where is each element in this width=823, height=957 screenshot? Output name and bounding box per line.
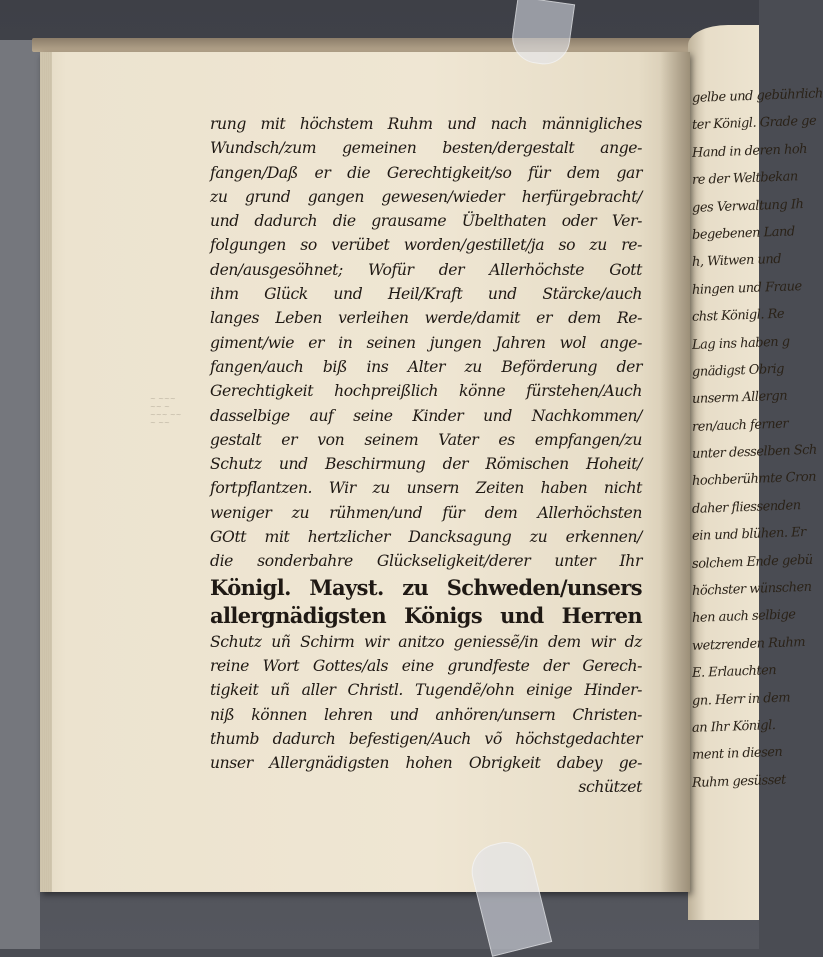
- text-line: zu grund gangen gewesen/wieder herfürgebracht/: [210, 187, 642, 206]
- text-line: solchem Ende gebü: [691, 552, 813, 572]
- text-line: ment in diesen: [691, 745, 783, 764]
- text-line: folgungen so verübet worden/gestillet/ja so zu re-: [210, 236, 642, 255]
- text-line: E. Erlauchten: [691, 663, 777, 682]
- text-line-big-2: allergnädigsten Königs und Herren: [210, 602, 642, 628]
- text-line: daher fliessenden: [691, 497, 801, 517]
- text-line: hen auch selbige: [691, 607, 796, 627]
- text-line: begebenen Land: [691, 224, 795, 243]
- text-line: dasselbige auf seine Kinder und Nachkommen/: [210, 406, 642, 425]
- text-line: gnädigst Obrig: [691, 361, 785, 380]
- text-line: GOtt mit hertzlicher Dancksagung zu erkennen/: [210, 528, 642, 547]
- text-line: fangen/Daß er die Gerechtigkeit/so für dem gar: [210, 163, 642, 182]
- text-line: h, Witwen und: [691, 252, 782, 271]
- text-line: gn. Herr in dem: [691, 690, 791, 709]
- text-line: Hand in deren hoh: [691, 141, 808, 161]
- page-stack-edges: [40, 52, 52, 892]
- text-line: unser Allergnädigsten hohen Obrigkeit dabey ge-: [210, 754, 642, 773]
- text-line: Ruhm gesüsset: [691, 772, 787, 791]
- text-line: giment/wie er in seinen jungen Jahren wol ange-: [210, 333, 642, 352]
- facing-page: [688, 25, 823, 920]
- text-line: hingen und Fraue: [691, 278, 802, 298]
- text-line: Lag ins haben g: [691, 334, 790, 353]
- book-top-edge: [32, 38, 692, 52]
- text-line: langes Leben verleihen werde/damit er dem Re-: [210, 309, 642, 328]
- text-line: thumb dadurch befestigen/Auch võ höchstgedachter: [210, 729, 642, 748]
- text-line: unter desselben Sch: [691, 442, 818, 462]
- scanner-left-strip: [0, 40, 40, 949]
- text-line-big-1: Königl. Mayst. zu Schweden/unsers: [210, 574, 642, 600]
- book-gutter-shadow: [660, 52, 690, 892]
- text-line: wetzrenden Ruhm: [691, 634, 806, 654]
- text-line: ein und blühen. Er: [691, 525, 807, 545]
- text-block-top: [210, 112, 642, 574]
- bleed-through-text: ~ ~~~ ~~ ~ ~~~ ~~ ~ ~~: [150, 395, 182, 427]
- text-line: ges Verwaltung Ih: [691, 196, 804, 216]
- page-body-text: [210, 112, 642, 800]
- text-line: Schutz und Beschirmung der Römischen Hoheit/: [210, 455, 642, 474]
- text-line: ter Königl. Grade ge: [691, 113, 817, 134]
- text-line: und dadurch die grausame Übelthaten oder Ver-: [210, 212, 642, 231]
- text-line: ihm Glück und Heil/Kraft und Stärcke/auch: [210, 285, 642, 304]
- text-line: reine Wort Gottes/als eine grundfeste der Gerech-: [210, 656, 642, 675]
- text-line: fortpflantzen. Wir zu unsern Zeiten haben nicht: [210, 479, 642, 498]
- text-line: unserm Allergn: [691, 388, 788, 408]
- catchword: schützet: [578, 778, 642, 797]
- text-line: rung mit höchstem Ruhm und nach männigliches: [210, 115, 642, 133]
- text-line: Wundsch/zum gemeinen besten/dergestalt ange-: [210, 139, 642, 158]
- text-line: gelbe und gebührlich: [691, 86, 823, 106]
- facing-page-text: [691, 83, 823, 795]
- text-line: Schutz uñ Schirm wir anitzo geniessẽ/in dem wir dz: [210, 632, 642, 651]
- text-line: Gerechtigkeit hochpreißlich könne fürstehen/Auch: [210, 382, 642, 401]
- text-line: den/ausgesöhnet; Wofür der Allerhöchste Gott: [210, 260, 642, 279]
- text-line: chst Königl. Re: [691, 306, 785, 326]
- text-line: hochberühmte Cron: [691, 470, 817, 490]
- text-line: ren/auch ferner: [691, 416, 789, 435]
- text-line: an Ihr Königl.: [691, 717, 776, 736]
- text-line: re der Weltbekan: [691, 169, 799, 189]
- text-line: niß können lehren und anhören/unsern Christen-: [210, 705, 642, 724]
- text-line: fangen/auch biß ins Alter zu Beförderung der: [210, 357, 642, 376]
- text-line: höchster wünschen: [691, 579, 812, 599]
- text-line: die sonderbahre Glückseligkeit/derer unter Ihr: [210, 552, 642, 571]
- text-line: tigkeit uñ aller Christl. Tugendẽ/ohn einige Hinder-: [210, 681, 642, 700]
- text-block-bottom: [210, 630, 642, 776]
- text-line: gestalt er von seinem Vater es empfangen/zu: [210, 430, 642, 449]
- text-line: weniger zu rühmen/und für dem Allerhöchsten: [210, 503, 642, 522]
